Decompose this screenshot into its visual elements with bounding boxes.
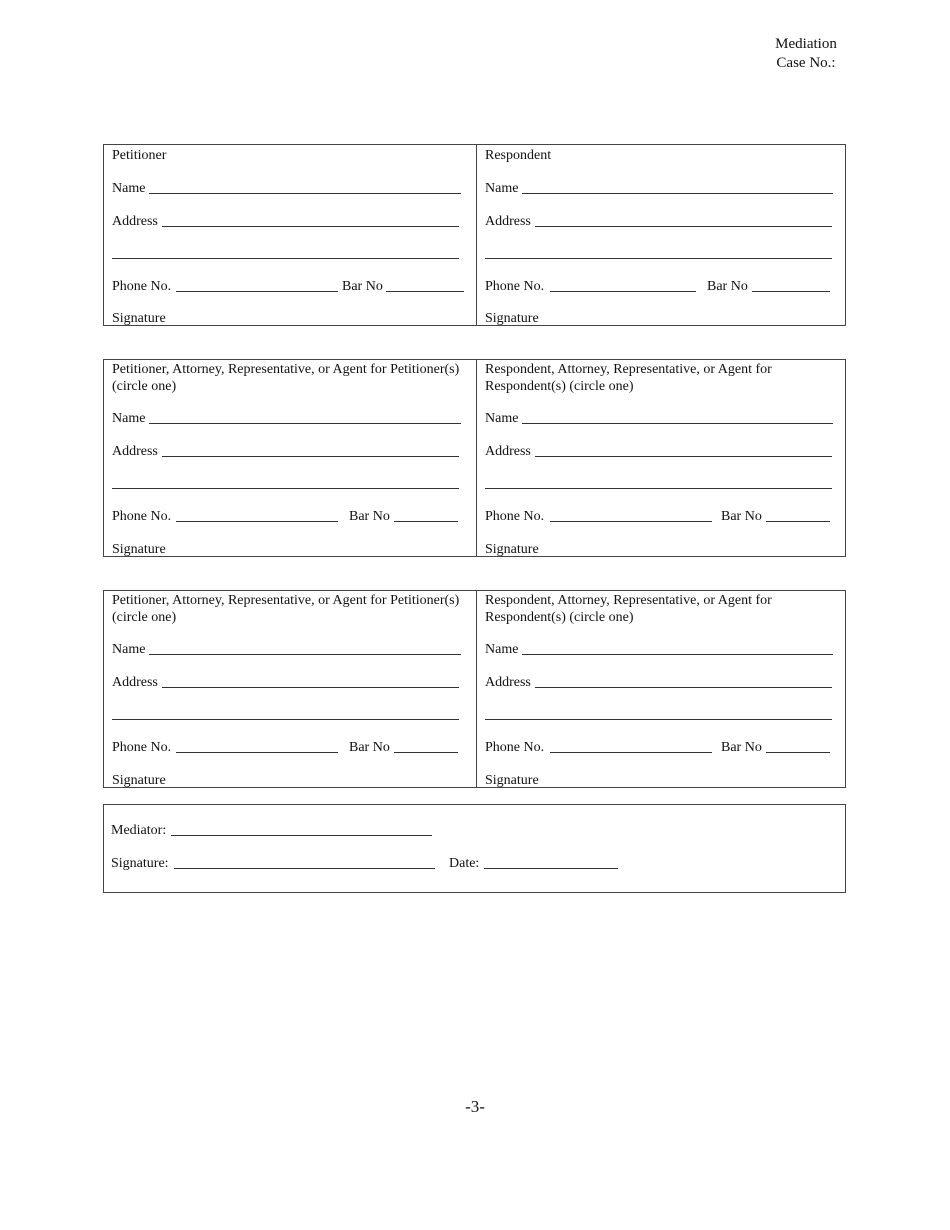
section-heading: Respondent	[485, 148, 552, 163]
bar-number-field[interactable]	[394, 521, 458, 522]
date-field[interactable]	[484, 868, 618, 869]
bar-number-field[interactable]	[766, 521, 830, 522]
bar-number-label: Bar No	[349, 740, 390, 755]
phone-label: Phone No.	[485, 279, 545, 294]
address-field-line-2[interactable]	[112, 719, 459, 720]
signature-label: Signature	[112, 311, 166, 326]
name-field[interactable]	[149, 423, 461, 424]
address-field[interactable]	[162, 687, 459, 688]
respondent-representative-section	[476, 591, 845, 787]
bar-number-field[interactable]	[386, 291, 464, 292]
bar-number-label: Bar No	[721, 740, 762, 755]
phone-label: Phone No.	[112, 279, 172, 294]
phone-label: Phone No.	[112, 509, 172, 524]
address-field[interactable]	[535, 456, 832, 457]
address-field[interactable]	[535, 687, 832, 688]
respondent-section	[476, 145, 845, 325]
name-field[interactable]	[522, 423, 833, 424]
date-label: Date:	[449, 856, 480, 871]
address-field[interactable]	[162, 456, 459, 457]
signature-label: Signature	[485, 542, 539, 557]
bar-number-field[interactable]	[394, 752, 458, 753]
phone-field[interactable]	[550, 521, 712, 522]
party-block-1	[103, 144, 846, 326]
name-label: Name	[112, 642, 146, 657]
mediation-label: Mediation	[775, 36, 837, 52]
mediator-signature-field[interactable]	[174, 868, 435, 869]
case-header	[760, 35, 852, 73]
name-field[interactable]	[149, 654, 461, 655]
bar-number-label: Bar No	[707, 279, 748, 294]
address-label: Address	[112, 214, 158, 229]
address-field[interactable]	[162, 226, 459, 227]
name-field[interactable]	[522, 193, 833, 194]
name-label: Name	[112, 181, 146, 196]
phone-field[interactable]	[176, 521, 338, 522]
party-block-3	[103, 590, 846, 788]
bar-number-label: Bar No	[342, 279, 383, 294]
signature-label: Signature	[485, 773, 539, 788]
address-field-line-2[interactable]	[485, 719, 832, 720]
address-label: Address	[485, 214, 531, 229]
petitioner-section	[104, 145, 476, 325]
name-field[interactable]	[522, 654, 833, 655]
mediator-block	[103, 804, 846, 893]
address-field[interactable]	[535, 226, 832, 227]
phone-field[interactable]	[176, 291, 338, 292]
mediator-label: Mediator:	[111, 823, 167, 838]
address-label: Address	[112, 444, 158, 459]
name-label: Name	[112, 411, 146, 426]
phone-label: Phone No.	[485, 509, 545, 524]
respondent-representative-section	[476, 360, 845, 556]
phone-field[interactable]	[550, 752, 712, 753]
address-field-line-2[interactable]	[485, 258, 832, 259]
section-heading: Petitioner	[112, 148, 167, 163]
section-heading: Petitioner, Attorney, Representative, or Agent for Petitioner(s) (circle one)	[112, 593, 460, 625]
mediator-signature-label: Signature:	[111, 856, 169, 871]
page-number: -3-	[465, 1097, 485, 1116]
petitioner-representative-section	[104, 360, 476, 556]
bar-number-field[interactable]	[752, 291, 830, 292]
address-field-line-2[interactable]	[485, 488, 832, 489]
name-label: Name	[485, 642, 519, 657]
address-label: Address	[485, 444, 531, 459]
signature-label: Signature	[112, 542, 166, 557]
phone-label: Phone No.	[485, 740, 545, 755]
address-field-line-2[interactable]	[112, 258, 459, 259]
petitioner-representative-section	[104, 591, 476, 787]
section-heading: Respondent, Attorney, Representative, or Agent for Respondent(s) (circle one)	[485, 593, 772, 625]
name-label: Name	[485, 181, 519, 196]
bar-number-field[interactable]	[766, 752, 830, 753]
phone-label: Phone No.	[112, 740, 172, 755]
section-heading: Petitioner, Attorney, Representative, or Agent for Petitioner(s) (circle one)	[112, 362, 460, 394]
address-label: Address	[112, 675, 158, 690]
bar-number-label: Bar No	[721, 509, 762, 524]
signature-label: Signature	[485, 311, 539, 326]
name-label: Name	[485, 411, 519, 426]
name-field[interactable]	[149, 193, 461, 194]
bar-number-label: Bar No	[349, 509, 390, 524]
section-heading: Respondent, Attorney, Representative, or Agent for Respondent(s) (circle one)	[485, 362, 772, 394]
party-block-2	[103, 359, 846, 557]
address-field-line-2[interactable]	[112, 488, 459, 489]
signature-label: Signature	[112, 773, 166, 788]
phone-field[interactable]	[550, 291, 696, 292]
case-number-label: Case No.:	[776, 55, 836, 71]
mediator-field[interactable]	[171, 835, 432, 836]
address-label: Address	[485, 675, 531, 690]
phone-field[interactable]	[176, 752, 338, 753]
